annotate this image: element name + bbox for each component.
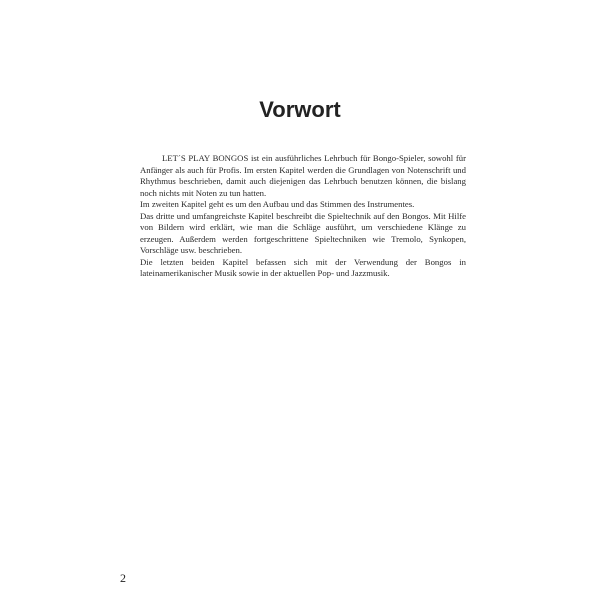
paragraph-chapter-three: Das dritte und umfangreichste Kapitel beschreibt die Spieltechnik auf den Bongos. Mit Hilfe von Bildern wird erklärt, wie man die Schläge ausführt, um verschiedene Klänge zu erzeugen. Außerdem werden fortgeschrittene Spieltechniken wie Tremolo, Synkopen, Vorschläge usw. beschrieben. xyxy=(140,210,466,255)
page-title: Vorwort xyxy=(259,97,341,122)
paragraph-chapter-two: Im zweiten Kapitel geht es um den Aufbau und das Stimmen des Instrumentes. xyxy=(140,199,415,209)
page-number: 2 xyxy=(120,571,126,585)
paragraph-last-chapters: Die letzten beiden Kapitel befassen sich mit der Verwendung der Bongos in lateinamerikanischer Musik sowie in der aktuellen Pop- und Jazzmusik. xyxy=(140,256,466,278)
paragraph-intro: LET´S PLAY BONGOS ist ein ausführliches Lehrbuch für Bongo-Spieler, sowohl für Anfänger als auch für Profis. Im ersten Kapitel werden die Grundlagen von Notenschrift und Rhythmus beschrieben, damit auch diejenigen das Lehrbuch benutzen können, die bislang noch nichts mit Noten zu tun hatten. xyxy=(140,153,466,198)
body-text xyxy=(140,153,466,280)
